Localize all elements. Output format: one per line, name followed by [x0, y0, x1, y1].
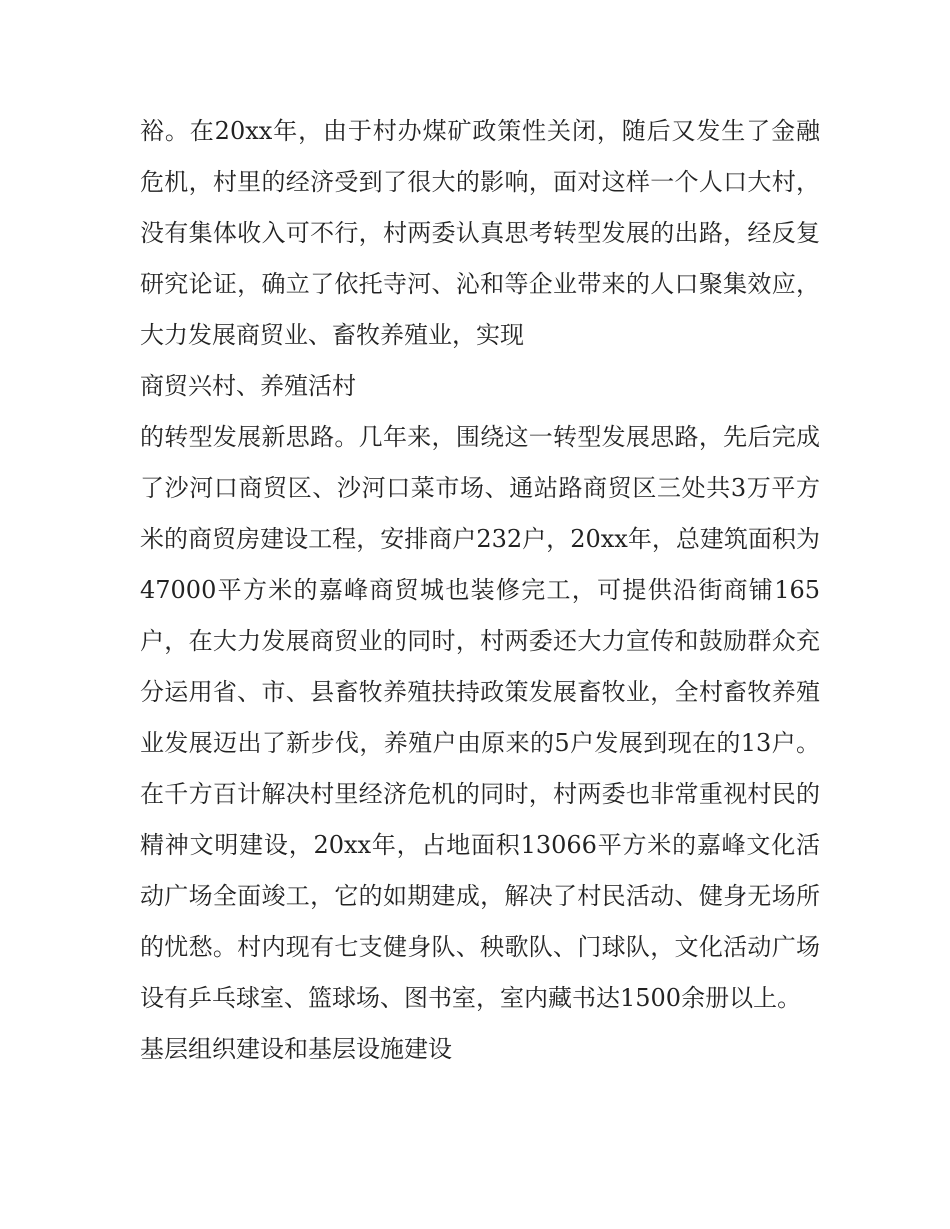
section-heading-infrastructure: 基层组织建设和基层设施建设 [140, 1035, 452, 1063]
paragraph-development-details: 的转型发展新思路。几年来，围绕这一转型发展思路，先后完成了沙河口商贸区、沙河口菜市场、通站路商贸区三处共3万平方米的商贸房建设工程，安排商户232户，20xx年，总建筑面积为47000平方米的嘉峰商贸城也装修完工，可提供沿街商铺165户，在大力发展商贸业的同时，村两委还大力宣传和鼓励群众充分运用省、市、县畜牧养殖扶持政策发展畜牧业，全村畜牧养殖业发展迈出了新步伐，养殖户由原来的5户发展到现在的13户。在千方百计解决村里经济危机的同时，村两委也非常重视村民的精神文明建设，20xx年，占地面积13066平方米的嘉峰文化活动广场全面竣工，它的如期建成，解决了村民活动、健身无场所的忧愁。村内现有七支健身队、秧歌队、门球队，文化活动广场设有乒乓球室、篮球场、图书室，室内藏书达1500余册以上。 [140, 423, 820, 1012]
paragraph-slogan: 商贸兴村、养殖活村 [140, 372, 356, 400]
document-body [140, 106, 820, 1075]
paragraph-economy-transition: 裕。在20xx年，由于村办煤矿政策性关闭，随后又发生了金融危机，村里的经济受到了很大的影响，面对这样一个人口大村，没有集体收入可不行，村两委认真思考转型发展的出路，经反复研究论证，确立了依托寺河、沁和等企业带来的人口聚集效应，大力发展商贸业、畜牧养殖业，实现 [140, 117, 820, 349]
